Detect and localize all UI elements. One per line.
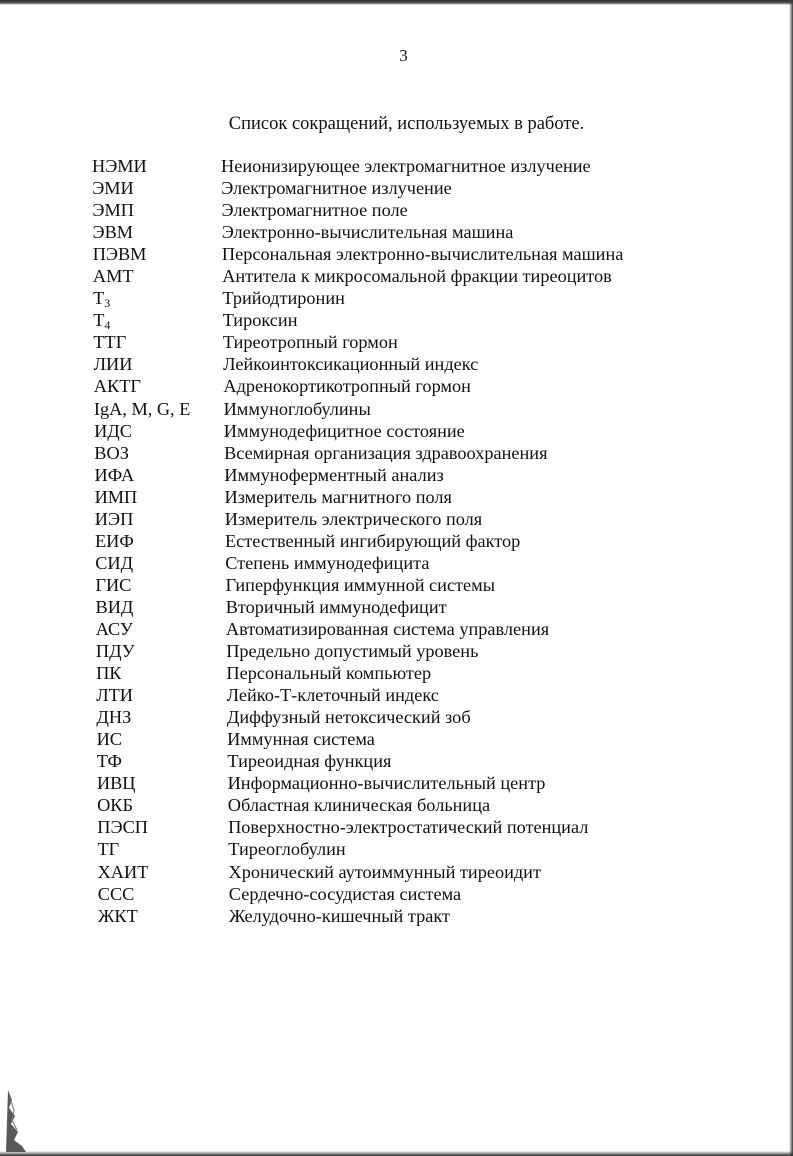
abbreviation-definition: Персональный компьютер [226,663,432,684]
abbreviation-text: ГИС [95,574,132,595]
abbreviation-term [93,331,126,353]
abbreviation-text: ИФА [94,464,135,485]
abbreviation-term [98,861,149,883]
abbreviation-definition: Предельно допустимый уровень [226,641,479,662]
abbreviation-text: ОКБ [97,795,133,816]
abbreviation-definition: Лейкоинтоксикационный индекс [223,354,479,375]
abbreviation-text: ЖКТ [98,905,138,926]
list-item [0,772,793,794]
abbreviation-term [95,508,133,530]
abbreviation-definition: Хронический аутоиммунный тиреоидит [228,861,541,882]
list-item [0,706,793,728]
list-item [0,662,793,684]
abbreviation-term [92,177,134,199]
abbreviation-text: АКТГ [93,376,141,397]
abbreviation-term [98,838,120,860]
abbreviation-definition: Тироксин [222,310,298,331]
abbreviation-text: IgA, M, G, E [93,398,191,419]
list-item [0,486,793,508]
abbreviation-definition: Трийодтиронин [222,288,345,309]
abbreviation-term [97,772,136,794]
abbreviation-term [94,420,132,442]
abbreviation-term [96,618,133,640]
abbreviation-definition: Диффузный нетоксический зоб [226,707,471,728]
abbreviation-definition: Автоматизированная система управления [225,618,550,639]
abbreviation-subscript: 4 [104,318,111,333]
abbreviation-text: ПК [96,663,122,684]
abbreviation-text: ЛТИ [96,685,133,706]
abbreviation-term [98,905,138,927]
abbreviation-text: СИД [95,552,134,573]
abbreviation-text: ЭВМ [92,222,134,243]
abbreviation-text: ТФ [96,751,123,772]
list-item [0,464,793,486]
abbreviation-term [96,706,131,728]
abbreviation-term [96,662,121,684]
abbreviation-term [96,640,135,662]
abbreviation-definition: Электромагнитное поле [221,200,408,221]
abbreviation-definition: Иммуноглобулины [223,398,371,419]
abbreviation-definition: Вторичный иммунодефицит [225,596,447,617]
list-item [0,552,793,574]
abbreviation-term [96,596,134,618]
abbreviation-text: ЛИИ [93,354,133,375]
abbreviation-text: Т [93,288,105,309]
list-item [0,243,793,265]
list-item [0,728,793,750]
abbreviation-text: ЭМИ [92,178,134,199]
list-item [0,861,793,883]
list-item [0,618,793,640]
abbreviation-definition: Персональная электронно-вычислительная машина [221,244,624,265]
abbreviation-text: ИЭП [94,508,134,529]
abbreviation-term [92,199,134,221]
abbreviation-text: ВИД [95,596,134,617]
abbreviation-definition: Сердечно-сосудистая система [228,883,462,904]
abbreviation-term [94,398,190,420]
list-item [0,508,793,530]
abbreviation-text: ИМП [94,486,138,507]
abbreviation-term [95,530,134,552]
list-item [0,331,793,353]
list-item [0,221,793,243]
scan-edge-bottom [0,1151,793,1156]
abbreviation-definition: Иммунодефицитное состояние [223,420,465,441]
list-item [0,199,793,221]
abbreviation-definition: Антитела к микросомальной фракции тиреоцитов [222,266,612,287]
list-item [0,750,793,772]
abbreviation-term [93,287,110,309]
abbreviation-term [97,728,122,750]
abbreviation-text: ПДУ [95,641,135,662]
abbreviation-definition: Гиперфункция иммунной системы [225,574,496,595]
list-item [0,287,793,309]
abbreviation-term [96,684,133,706]
list-item [0,375,793,397]
abbreviation-definition: Измеритель электрического поля [224,508,483,529]
abbreviation-definition: Адренокортикотропный гормон [223,376,471,397]
abbreviation-term [93,309,110,331]
abbreviation-term [98,883,135,905]
abbreviation-text: ССС [97,883,135,904]
abbreviation-definition: Естественный ингибирующий фактор [225,530,521,551]
list-item [0,640,793,662]
abbreviation-text: ИВЦ [96,773,136,794]
abbreviation-text: АСУ [95,618,133,639]
abbreviation-definition: Лейко-Т-клеточный индекс [226,685,439,706]
abbreviation-definition: Неионизирующее электромагнитное излучение [221,156,591,176]
abbreviation-definition: Тиреотропный гормон [222,332,398,353]
abbreviation-definition: Иммунная система [227,729,375,750]
abbreviation-definition: Желудочно-кишечный тракт [229,905,450,926]
abbreviation-text: ЕИФ [95,530,134,551]
abbreviation-text: Т [93,310,105,331]
abbreviation-definition: Иммуноферментный анализ [224,464,444,485]
list-item [0,155,793,177]
abbreviation-text: НЭМИ [92,156,147,176]
abbreviation-text: ПЭВМ [92,244,147,265]
abbreviation-definition: Тиреоглобулин [228,839,346,860]
abbreviation-definition: Электромагнитное излучение [221,178,452,199]
abbreviation-definition: Степень иммунодефицита [225,552,430,573]
abbreviation-definition: Областная клиническая больница [227,795,491,816]
abbreviation-text: ДНЗ [96,707,132,728]
abbreviation-term [95,574,131,596]
list-item [0,838,793,860]
abbreviation-term [95,552,133,574]
list-item [0,398,793,420]
abbreviation-text: ИС [96,729,122,750]
abbreviation-text: ХАИТ [97,861,149,882]
abbreviation-text: ТГ [97,839,120,860]
abbreviation-term [94,353,133,375]
abbreviation-term [94,375,141,397]
abbreviation-term [92,155,147,177]
list-item [0,905,793,927]
list-item [0,574,793,596]
abbreviation-term [97,794,133,816]
list-item [0,596,793,618]
scan-edge-top [0,0,793,5]
abbreviation-text: ЭМП [92,200,134,221]
abbreviation-definition: Информационно-вычислительный центр [227,773,546,794]
abbreviation-list [0,155,793,927]
abbreviation-term [93,221,134,243]
abbreviation-definition: Всемирная организация здравоохранения [224,442,548,463]
abbreviation-term [94,442,129,464]
list-item [0,684,793,706]
list-item [0,530,793,552]
abbreviation-term [93,243,147,265]
abbreviation-definition: Электронно-вычислительная машина [221,222,514,243]
list-item [0,265,793,287]
list-item [0,883,793,905]
list-item [0,794,793,816]
list-item [0,420,793,442]
abbreviation-text: ВОЗ [94,442,129,463]
abbreviation-text: ТТГ [93,332,127,353]
abbreviation-subscript: 3 [104,296,111,311]
abbreviation-term [93,265,134,287]
abbreviation-term [95,464,135,486]
abbreviation-text: ПЭСП [97,817,148,838]
abbreviation-term [95,486,138,508]
scan-artifact-mark [6,1090,26,1152]
abbreviation-definition: Поверхностно-электростатический потенциал [228,817,589,838]
abbreviation-definition: Измеритель магнитного поля [224,486,452,507]
list-item [0,353,793,375]
page-number: 3 [399,46,408,65]
list-item [0,177,793,199]
list-item [0,816,793,838]
abbreviation-text: АМТ [92,266,134,287]
abbreviation-text: ИДС [94,420,132,441]
abbreviation-definition: Тиреоидная функция [227,751,392,772]
list-item [0,309,793,331]
page-title: Список сокращений, используемых в работе. [228,114,585,134]
abbreviation-term [97,750,122,772]
abbreviation-term [97,816,148,838]
list-item [0,442,793,464]
